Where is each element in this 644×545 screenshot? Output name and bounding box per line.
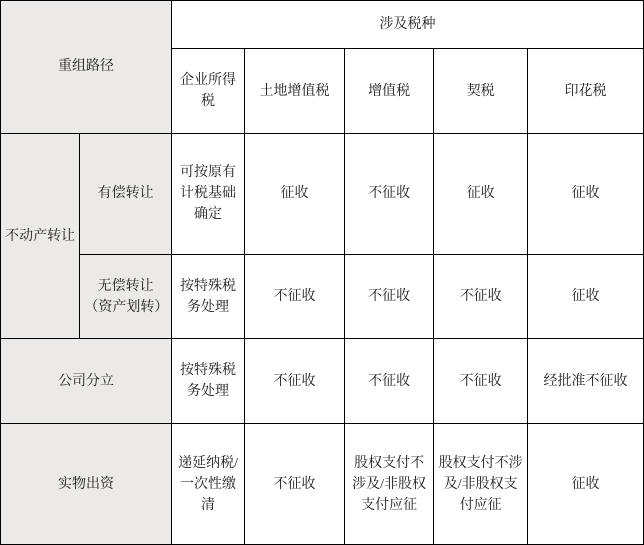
table-row [1,339,644,424]
table-row [1,254,644,339]
header-tax-col-0: 企业所得税 [171,49,244,134]
cell-r2-c3: 不征收 [434,339,528,424]
header-route-label: 重组路径 [1,1,172,134]
cell-r1-c4: 征收 [527,254,643,339]
cell-r1-c0: 按特殊税务处理 [171,254,244,339]
cell-r1-c3: 不征收 [434,254,528,339]
cell-r3-c4: 征收 [527,424,643,545]
cell-r2-c2: 不征收 [344,339,434,424]
cell-r3-c0: 递延纳税/一次性缴清 [171,424,244,545]
row-group-label-real-estate: 不动产转让 [1,133,80,338]
row-group-label-company-split: 公司分立 [1,339,172,424]
row-sub-label-paid-transfer: 有偿转让 [80,133,172,254]
cell-r0-c0: 可按原有计税基础确定 [171,133,244,254]
cell-r0-c1: 征收 [245,133,345,254]
cell-r1-c2: 不征收 [344,254,434,339]
cell-r0-c3: 征收 [434,133,528,254]
header-tax-group-label: 涉及税种 [171,1,643,49]
row-sub-label-free-transfer: 无偿转让（资产划转） [80,254,172,339]
cell-r3-c1: 不征收 [245,424,345,545]
cell-r3-c2: 股权支付不涉及/非股权支付应征 [344,424,434,545]
cell-r3-c3: 股权支付不涉及/非股权支付应征 [434,424,528,545]
cell-r2-c1: 不征收 [245,339,345,424]
table-row [1,133,644,254]
cell-r0-c2: 不征收 [344,133,434,254]
header-tax-col-1: 土地增值税 [245,49,345,134]
header-tax-col-4: 印花税 [527,49,643,134]
cell-r2-c4: 经批准不征收 [527,339,643,424]
header-tax-col-3: 契税 [434,49,528,134]
header-tax-col-2: 增值税 [344,49,434,134]
cell-r2-c0: 按特殊税务处理 [171,339,244,424]
table-header-row-group [1,1,644,49]
cell-r0-c4: 征收 [527,133,643,254]
cell-r1-c1: 不征收 [245,254,345,339]
table-row [1,424,644,545]
row-group-label-asset-contribution: 实物出资 [1,424,172,545]
